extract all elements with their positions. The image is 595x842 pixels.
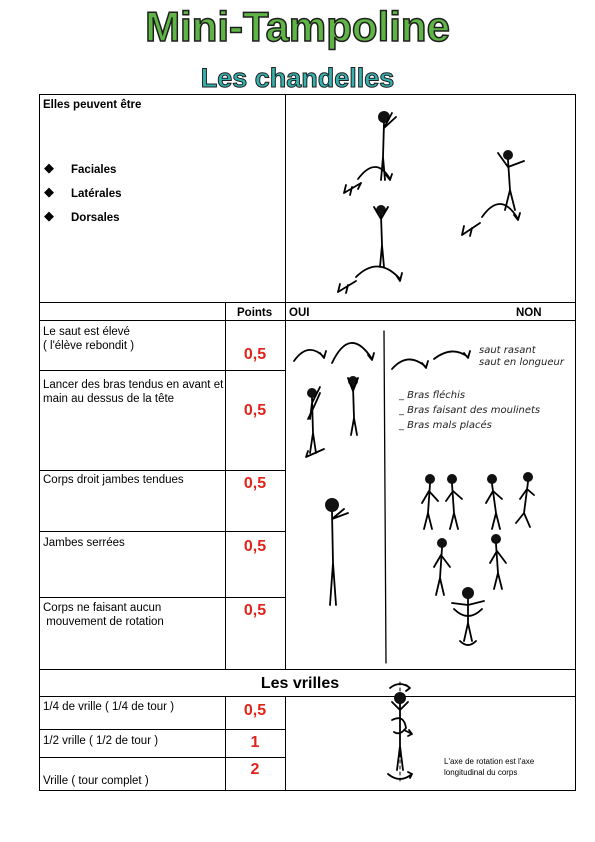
bullet-diamond-icon: ◆ — [44, 160, 54, 175]
column-header-oui: OUI — [289, 307, 310, 319]
criterion-saut-eleve: Le saut est élevé ( l'élève rebondit ) — [43, 326, 135, 352]
points-value: 0,5 — [243, 475, 267, 492]
intro-item-laterales: Latérales — [71, 188, 122, 200]
vrille-row-label: 1/2 vrille ( 1/2 de tour ) — [43, 735, 159, 747]
chandelles-illustration — [286, 95, 575, 302]
points-value: 0,5 — [243, 602, 267, 619]
non-note: _ Bras faisant des moulinets — [399, 405, 541, 416]
page-subtitle: Les chandelles — [200, 63, 395, 93]
vrille-row-label: Vrille ( tour complet ) — [43, 775, 149, 787]
bullet-diamond-icon: ◆ — [44, 184, 54, 199]
non-note: saut en longueur — [479, 357, 564, 368]
vrille-row-label: 1/4 de vrille ( 1/4 de tour ) — [43, 701, 175, 713]
section-heading-vrilles: Les vrilles — [260, 675, 340, 692]
points-value: 0,5 — [243, 346, 267, 363]
oui-non-illustration — [288, 323, 574, 667]
column-header-points: Points — [237, 307, 273, 319]
points-value: 2 — [250, 761, 260, 778]
points-value: 0,5 — [243, 538, 267, 555]
non-note: saut rasant — [479, 345, 536, 356]
page-title: Mini-Tampoline — [145, 3, 450, 50]
vrilles-note: L'axe de rotation est l'axe longitudinal du corps — [444, 757, 535, 777]
criterion-lancer-bras: Lancer des bras tendus en avant et main au dessus de la tête — [43, 379, 224, 405]
points-value: 0,5 — [243, 702, 267, 719]
bullet-diamond-icon: ◆ — [44, 208, 54, 223]
column-header-non: NON — [516, 307, 542, 319]
points-value: 1 — [250, 734, 260, 751]
criterion-corps-droit: Corps droit jambes tendues — [43, 474, 184, 486]
intro-item-dorsales: Dorsales — [71, 212, 120, 224]
criterion-sans-rotation: Corps ne faisant aucun mouvement de rotation — [43, 602, 164, 628]
intro-heading: Elles peuvent être — [43, 99, 142, 111]
points-value: 0,5 — [243, 402, 267, 419]
intro-item-faciales: Faciales — [71, 164, 117, 176]
vrille-axis-illustration — [360, 676, 440, 790]
non-note: _ Bras mals placés — [399, 420, 492, 431]
criterion-jambes-serrees: Jambes serrées — [43, 537, 125, 549]
non-note: _ Bras fléchis — [399, 390, 466, 401]
